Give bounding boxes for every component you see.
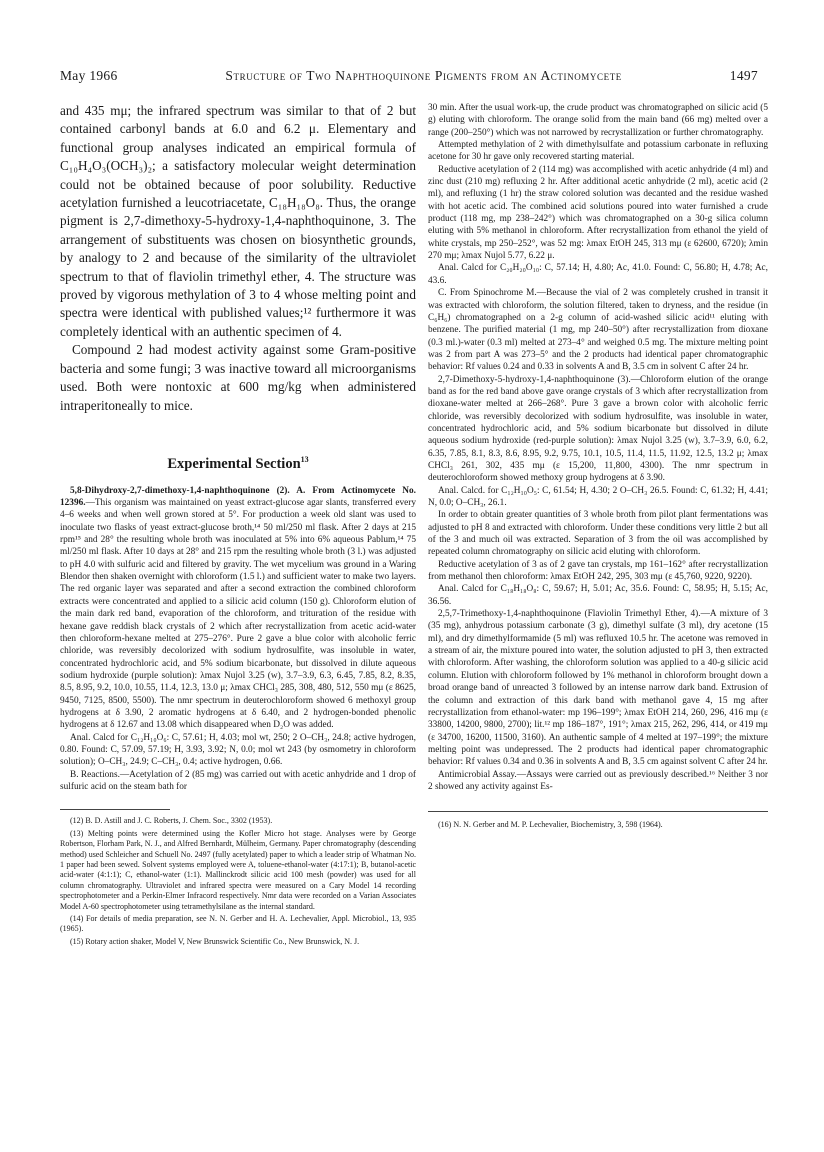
right-paragraph-6: 2,7-Dimethoxy-5-hydroxy-1,4-naphthoquinone (3).—Chloroform elution of the orange band as for the red band above gave orange crystals of 3 which after recrystallization from dioxane-water melted at 266–268°. Pure 3 gave a brown color with alcoholic ferric chloride, was reversibly decolorized with sodium hydrosulfite, was insoluble in water, concentrated hydrochloric acid, and 5% sodium bicarbonate but dissolved in dilute aqueous sodium hydroxide (red-purple solution): λmax Nujol 3.25 (w), 3.7–3.9, 6.0, 6.2, 6.35, 7.85, 8.1, 8.3, 8.6, 8.95, 9.2, 9.75, 10.1, 10.5, 11.4, 11.5, 11.92, 12.5, 13.2 μ; λmax CHCl₃ 261, 302, 435 mμ (ε 15,200, 11,800, 4300). The nmr spectrum in deuterochloroform showed methoxy group hydrogens at δ 3.90. xyxy=(428,374,768,484)
right-paragraph-10: Anal. Calcd for C₁₈H₁₈O₈: C, 59.67; H, 5.01; Ac, 35.6. Found: C, 58.95; H, 5.15; Ac, 36.56. xyxy=(428,584,768,607)
right-paragraph-9: Reductive acetylation of 3 as of 2 gave tan crystals, mp 161–162° after recrystallization from methanol then chloroform: λmax EtOH 242, 295, 303 mμ (ε 45,760, 9220, 9220). xyxy=(428,559,768,583)
footnote-rule xyxy=(60,809,170,810)
right-paragraph-2: Attempted methylation of 2 with dimethylsulfate and potassium carbonate in refluxing acetone for 30 hr gave only recovered starting material. xyxy=(428,140,768,163)
compound-2-text: —This organism was maintained on yeast extract-glucose agar slants, transferred every 4–6 weeks and when well grown stored at 5°. For production a week old slant was used to inoculate two flasks of yeast extract-glucose broth,¹⁴ 50 ml/250 ml flask. After 2 days at 215 rpm¹⁵ and 28° the resulting whole broth was inoculated at 5% into 6% aqueous Pablum,¹⁴ 75 ml/250 ml flask. After 10 days at 28° and 215 rpm the resulting whole broth (3 l.) was adjusted to pH 4.0 with sulfuric acid and filtered by gravity. The wet mycelium was ground in a Waring Blendor then shaken overnight with chloroform (1.5 l.) and sufficient water to make two layers. The red organic layer was separated and after a second extraction the combined chloroform extracts were concentrated and applied to a silicic acid column (150 g). Chloroform elution of the main dark red band, evaporation of the chloroform, and trituration of the residue with hexane gave reddish black crystals of 2 which after recrystallization from acetic acid-water then chloroform-hexane melted at 275–276°. Pure 2 gave a blue color with alcoholic ferric chloride, was reversibly decolorized with sodium hydrosulfite, was insoluble in water, concentrated hydrochloric acid, and 5% sodium bicarbonate, but dissolved in dilute aqueous sodium hydroxide (purple solution): λmax Nujol 3.25 (w), 3.7–3.9, 6.3, 6.45, 7.85, 8.2, 8.35, 8.5, 8.95, 9.2, 10.0, 10.55, 11.4, 12.3, 13.0 μ; λmax CHCl₃ 285, 308, 480, 512, 550 mμ (ε 8625, 9450, 7125, 8500, 5500). The nmr spectrum in deuterochloroform showed 6 methoxyl group hydrogens at δ 3.90, 2 aromatic hydrogens at δ 6.40, and 2 hydrogen-bonded phenolic hydrogens at δ 12.67 and 13.08 which disappeared when D₂O was added. xyxy=(60,498,416,731)
section-title: Experimental Section xyxy=(167,455,301,472)
footnote-16: (16) N. N. Gerber and M. P. Lechevalier, Biochemistry, 3, 598 (1964). xyxy=(438,820,663,830)
page-number: 1497 xyxy=(729,68,758,83)
section-heading xyxy=(60,455,416,473)
experimental-paragraph-1 xyxy=(60,485,416,732)
footnote-15: (15) Rotary action shaker, Model V, New Brunswick Scientific Co., New Brunswick, N. J. xyxy=(70,936,360,946)
right-paragraph-8: In order to obtain greater quantities of 3 whole broth from pilot plant fermentations was adjusted to pH 8 and extracted with chloroform. Under these conditions very little 2 but all of the 3 and much oil was extracted. Separation of 3 from the oil was accomplished by repeated column chromatography on silicic acid eluting with chloroform. xyxy=(428,510,768,558)
footnote-14: (14) For details of media preparation, see N. N. Gerber and H. A. Lechevalier, Appl. Microbiol., 13, 935 (1965). xyxy=(60,913,416,934)
right-paragraph-11: 2,5,7-Trimethoxy-1,4-naphthoquinone (Flaviolin Trimethyl Ether, 4).—A mixture of 3 (35 mg), anhydrous potassium carbonate (3 g), dimethyl sulfate (3 ml), dry acetone (15 ml), and dry dimethylformamide (5 ml) was refluxed 10.5 hr. The acetone was removed in a stream of air, the mixture poured into water, the solution adjusted to pH 3, then extracted with chloroform. After washing, the chloroform solution was applied to a 40-g silicic acid column. Elution with chloroform followed by 1% methanol in chloroform brought down a broad orange band of unreacted 3 followed by an intense narrow dark band. Extrusion of the column and extraction of this dark band with methanol gave 4, 15 mg after recrystallization from ethanol-water: mp 196–199°; λmax EtOH 214, 260, 296, 416 mμ (ε 33800, 14200, 9800, 2700); lit.¹² mp 186–187°, 191°; λmax 215, 262, 296, 414, or 419 mμ (ε 34700, 16200, 11500, 3160). An authentic sample of 4 melted at 197–199°; the mixture melting point was undepressed. The 2 products had identical paper chromatographic behavior: Rf values 0.34 and 0.36 in solvents A and B, 3.5 cm against solvent C after 24 hr. xyxy=(428,609,768,768)
running-header xyxy=(60,68,758,86)
intro-paragraph-2: Compound 2 had modest activity against some Gram-positive bacteria and some fungi; 3 was inactive toward all microorganisms used. Both were nontoxic at 600 mg/kg when administered intraperitoneally to mice. xyxy=(60,342,416,413)
experimental-paragraph-2: Anal. Calcd for C₁₂H₁₀O₆: C, 57.61; H, 4.03; mol wt, 250; 2 O–CH₃, 24.8; active hydrogen, 0.80. Found: C, 57.09, 57.19; H, 3.93, 3.92; N, 0.0; mol wt 243 (by osmometry in chloroform solution); O–CH₃, 24.9; C–CH₃, 0.4; active hydrogen, 0.66. xyxy=(60,732,416,768)
right-paragraph-3: Reductive acetylation of 2 (114 mg) was accomplished with acetic anhydride (4 ml) and zinc dust (210 mg) refluxing 2 hr. After additional acetic anhydride (2 ml), acetic acid (2 ml), and refluxing (1 hr) the straw colored solution was decanted and the residue washed with hot acetic acid. The combined acid solutions poured into water furnished a crude product (118 mg, mp 238–242°) which was chromatographed on a 30-g silica column eluting with 5% methanol in chloroform. After recrystallization from ethanol the yield of white crystals, mp 250–252°, was 52 mg: λmax EtOH 245, 313 mμ (ε 62600, 6720); λmin 270 mμ; λmax Nujol 5.77, 6.22 μ. xyxy=(428,164,768,262)
right-footnote-rule xyxy=(428,811,768,812)
footnote-12: (12) B. D. Astill and J. C. Roberts, J. Chem. Soc., 3302 (1953). xyxy=(70,816,273,826)
right-paragraph-7: Anal. Calcd. for C₁₂H₁₀O₅: C, 61.54; H, 4.30; 2 O–CH₃ 26.5. Found: C, 61.32; H, 4.41; N, 0.0; O–CH₃, 26.1. xyxy=(428,485,768,508)
right-paragraph-5: C. From Spinochrome M.—Because the vial of 2 was completely crushed in transit it was extracted with chloroform, the solution filtered, taken to dryness, and the residue (in C₆H₆) chromatographed on a 2-g column of acid-washed silicic acid¹¹ eluting with benzene. The purified material (1 mg, mp 240–50°) after recrystallization from dioxane (0.3 ml.)-water (0.3 ml) melted at 273–4° and weighed 0.5 mg. The mixture melting point was 2 from part A was 273–5° and the 2 products had identical paper chromatographic behavior: Rf values 0.24 and 0.33 in solvents A and B, 3.5 cm in solvent C after 24 hr. xyxy=(428,288,768,373)
experimental-paragraph-3: B. Reactions.—Acetylation of 2 (85 mg) was carried out with acetic anhydride and 1 drop of sulfuric acid on the steam bath for xyxy=(60,769,416,792)
right-paragraph-4: Anal. Calcd for C₂₀H₂₀O₁₀: C, 57.14; H, 4.80; Ac, 41.0. Found: C, 56.80; H, 4.78; Ac, 43.6. xyxy=(428,263,768,286)
left-column xyxy=(60,102,416,947)
right-paragraph-12: Antimicrobial Assay.—Assays were carried out as previously described.¹⁶ Neither 3 nor 2 showed any activity against Es- xyxy=(428,769,768,792)
section-footnote-ref: 13 xyxy=(300,454,309,464)
compound-2-heading: 5,8-Dihydroxy-2,7-dimethoxy-1,4-naphthoquinone (2). A. From Actinomycete No. 12396. xyxy=(60,485,416,509)
right-paragraph-1: 30 min. After the usual work-up, the crude product was chromatographed on silicic acid (5 g) eluting with chloroform. The orange solid from the main band (66 mg) melted over a range (200–250°) which was not narrowed by recrystallization or further chromatography. xyxy=(428,103,768,138)
header-date: May 1966 xyxy=(60,68,118,83)
footnote-13: (13) Melting points were determined using the Kofler Micro hot stage. Analyses were by George Robertson, Florham Park, N. J., and Alfred Bernhardt, Mülheim, Germany. Paper chromatography (descending method) used Schleicher and Schuell No. 2497 (fully acetylated) paper to which a leader strip of Whatman No. 1 paper had been sewed. Solvent systems employed were A, toluene-ethanol-water (4:17:1); B, butanol-acetic acid-water (4:1:1); C, ethanol-water (1:1). Mallinckrodt silicic acid 100 mesh (powder) was used for all column chromatography. Ultraviolet and infrared spectra were measured on a Cary Model 14 recording spectrophotometer and a Perkin-Elmer Infracord respectively. Nmr data were recorded on a Varian Associates Model A-60 spectrophotometer using tetramethylsilane as the internal standard. xyxy=(60,828,416,911)
intro-paragraph-1: and 435 mμ; the infrared spectrum was similar to that of 2 but contained carbonyl bands at 6.0 and 6.2 μ. Elementary and functional group analyses indicated an empirical formula of C₁₀H₄O₃(OCH₃)₂; a satisfactory molecular weight determination could not be obtained because of poor solubility. Reductive acetylation furnished a leucotriacetate, C₁₈H₁₈O₈. Thus, the orange pigment is 2,7-dimethoxy-5-hydroxy-1,4-naphthoquinone, 3. The arrangement of substituents was chosen on biosynthetic grounds, by analogy to 2 and because of the similarity of the ultraviolet spectrum to that of flaviolin trimethyl ether, 4. The structure was proved by vigorous methylation of 3 to 4 whose melting point and spectra were identical with published values;¹² furthermore it was completely identical with an authentic specimen of 4. xyxy=(60,103,416,339)
header-title: Structure of Two Naphthoquinone Pigments from an Actinomycete xyxy=(225,68,622,83)
right-column xyxy=(428,102,768,831)
